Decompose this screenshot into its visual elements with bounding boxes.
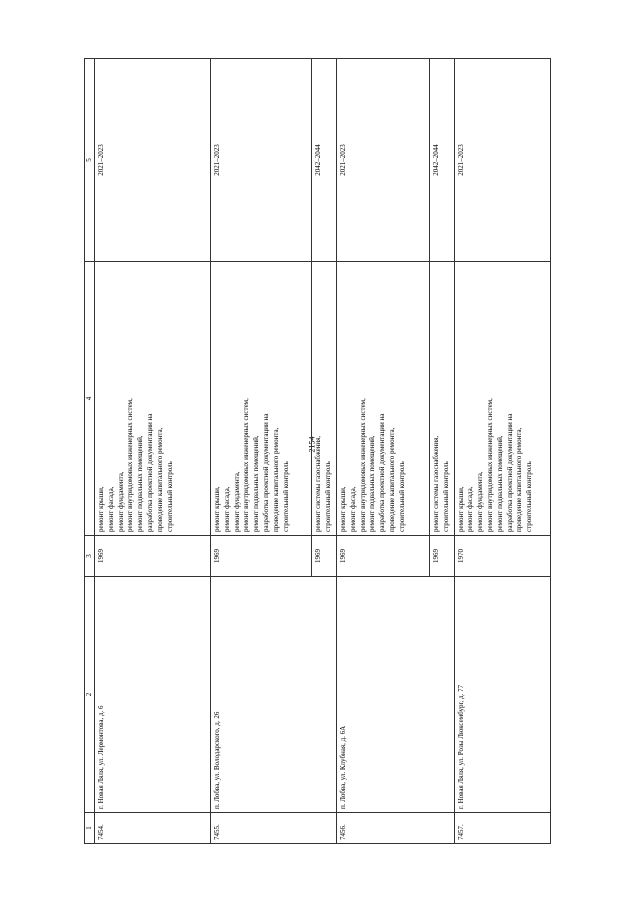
- work-item: разработка проектной документации на: [261, 413, 270, 532]
- header-col-5: 5: [85, 59, 95, 262]
- work-item: ремонт крыши,: [213, 486, 221, 532]
- work-item: ремонт подвальных помещений,: [136, 435, 145, 532]
- row-works: [312, 262, 337, 536]
- work-item: ремонт фундамента,: [476, 471, 485, 532]
- work-item: ремонт крыши,: [339, 486, 347, 532]
- table-body: [95, 59, 551, 844]
- work-item: ремонт внутридомовых инженерных систем,: [126, 398, 135, 532]
- work-item: ремонт внутридомовых инженерных систем,: [358, 398, 367, 532]
- work-item: строительный контроль: [441, 461, 450, 532]
- row-address: г. Новая Ляля, ул. Лермонтова, д. 6: [95, 577, 211, 813]
- work-item: ремонт внутридомовых инженерных систем,: [242, 398, 251, 532]
- row-address: п. Лобва, ул. Клубная, д. 6А: [337, 577, 455, 813]
- work-item: строительный контроль: [525, 461, 534, 532]
- work-item: разработка проектной документации на: [505, 413, 514, 532]
- row-address: п. Лобва, ул. Володарского, д. 26: [211, 577, 337, 813]
- row-works: [95, 262, 211, 536]
- work-item: строительный контроль: [165, 461, 174, 532]
- work-item: строительный контроль: [281, 461, 290, 532]
- work-item: ремонт крыши,: [97, 486, 105, 532]
- row-year: 1969: [211, 536, 312, 577]
- row-year: 1969: [95, 536, 211, 577]
- work-item: ремонт фасада,: [222, 486, 231, 532]
- work-item: проведение капитального ремонта,: [155, 427, 164, 532]
- row-year: 1969: [430, 536, 455, 577]
- work-item: ремонт внутридомовых инженерных систем,: [485, 398, 494, 532]
- work-item: ремонт системы газоснабжения,: [314, 435, 322, 532]
- row-year: 1969: [312, 536, 337, 577]
- work-item: ремонт фасада,: [466, 486, 475, 532]
- row-period: 2021–2023: [95, 59, 211, 262]
- table-row: [95, 59, 211, 844]
- work-item: ремонт подвальных помещений,: [495, 435, 504, 532]
- table-row: [211, 59, 312, 844]
- row-works: [430, 262, 455, 536]
- header-col-3: 3: [85, 536, 95, 577]
- header-col-4: 4: [85, 262, 95, 536]
- row-number: 7456.: [337, 813, 455, 844]
- table-row: [454, 59, 550, 844]
- work-item: ремонт крыши,: [456, 486, 465, 532]
- table-row: [337, 59, 430, 844]
- work-item: ремонт фасада,: [106, 486, 115, 532]
- work-item: проведение капитального ремонта,: [515, 427, 524, 532]
- row-works: [211, 262, 312, 536]
- header-col-2: 2: [85, 577, 95, 813]
- row-year: 1969: [337, 536, 430, 577]
- rotated-table-frame: [84, 84, 536, 844]
- work-item: ремонт фасада,: [348, 486, 357, 532]
- work-item: ремонт фундамента,: [232, 471, 241, 532]
- work-item: проведение капитального ремонта,: [387, 427, 396, 532]
- work-item: ремонт системы газоснабжения,: [432, 435, 440, 532]
- work-item: ремонт подвальных помещений,: [368, 435, 377, 532]
- row-period: 2021–2023: [211, 59, 312, 262]
- page-number: 2154: [307, 436, 317, 453]
- row-number: 7455.: [211, 813, 337, 844]
- work-item: строительный контроль: [397, 461, 406, 532]
- work-item: разработка проектной документации на: [378, 413, 387, 532]
- header-col-1: 1: [85, 813, 95, 844]
- row-period: 2042–2044: [430, 59, 455, 262]
- work-item: строительный контроль: [323, 461, 332, 532]
- row-period: 2042–2044: [312, 59, 337, 262]
- work-item: разработка проектной документации на: [145, 413, 154, 532]
- row-works: [454, 262, 550, 536]
- work-item: проведение капитального ремонта,: [271, 427, 280, 532]
- row-number: 7457.: [454, 813, 550, 844]
- table-header: [85, 59, 95, 844]
- work-item: ремонт фундамента,: [116, 471, 125, 532]
- row-number: 7454.: [95, 813, 211, 844]
- repair-schedule-table: [84, 58, 551, 844]
- row-year: 1970: [454, 536, 550, 577]
- row-address: г. Новая Ляля, ул. Розы Люксембург, д. 77: [454, 577, 550, 813]
- row-works: [337, 262, 430, 536]
- row-period: 2021–2023: [337, 59, 430, 262]
- row-period: 2021–2023: [454, 59, 550, 262]
- work-item: ремонт подвальных помещений,: [252, 435, 261, 532]
